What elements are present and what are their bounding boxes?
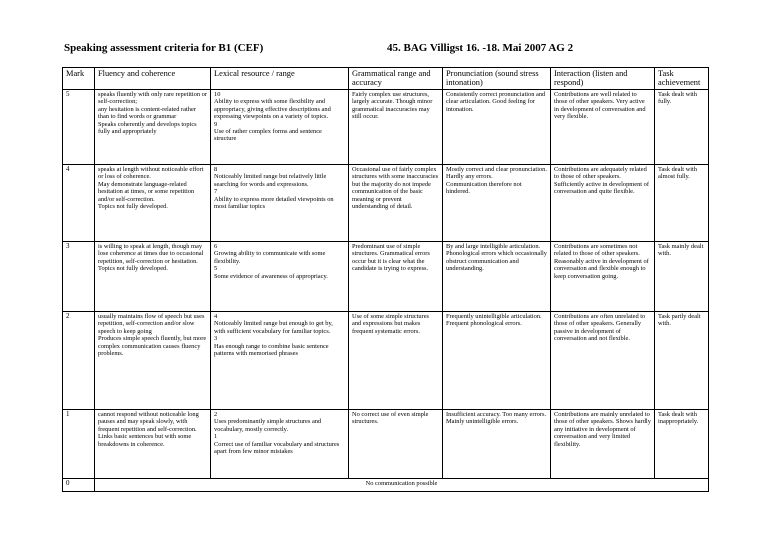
lexical-text: Use of rather complex forms and sentence structure: [214, 128, 322, 143]
grammar-text: Fairly complex use structures, largely accurate. Though minor grammatical inaccuracies may still occur.: [352, 91, 433, 121]
cell-lexical: [211, 410, 349, 479]
criteria-table: [62, 67, 709, 492]
cell-task: [655, 410, 709, 479]
cell-lexical: [211, 165, 349, 242]
grammar-text: Occasional use of fairly complex structures with some inaccuracies but the majority do not impede communication of the basic meaning or prevent understanding of detail.: [352, 166, 439, 211]
cell-fluency: [95, 410, 211, 479]
fluency-text: cannot respond without noticeable long pauses and may speak slowly, with frequent repetition and self-correction.: [98, 411, 199, 433]
cell-interaction: [551, 90, 655, 165]
task-text: Task dealt with inappropriately.: [658, 411, 699, 426]
fluency-text: Speaks coherently and develops topics fully and appropriately: [98, 120, 197, 136]
column-header-lexical: Lexical resource / range: [211, 68, 349, 90]
cell-lexical: [211, 90, 349, 165]
fluency-text: Produces simple speech fluently, but more complex communication causes fluency problems.: [98, 335, 207, 358]
cell-mark: 3: [63, 242, 95, 312]
lexical-text: 1: [214, 433, 218, 441]
fluency-text: May demonstrate language-related hesitation at times, or some repetition and/or self-correction.: [98, 180, 195, 203]
cell-lexical: [211, 312, 349, 410]
lexical-text: 8: [214, 166, 218, 173]
cell-fluency: [95, 165, 211, 242]
table-row: [63, 410, 709, 479]
column-header-fluency: Fluency and coherence: [95, 68, 211, 90]
cell-task: [655, 242, 709, 312]
cell-mark: 4: [63, 165, 95, 242]
cell-pronunciation: [443, 312, 551, 410]
grammar-text: No correct use of even simple structures.: [352, 411, 429, 426]
cell-grammar: [349, 312, 443, 410]
cell-interaction: [551, 312, 655, 410]
lexical-text: Ability to express more detailed viewpoints on most familiar topics: [214, 195, 334, 211]
fluency-text: speaks fluently with only rare repetition or self-correction;: [98, 91, 207, 106]
cell-task: [655, 312, 709, 410]
lexical-text: Uses predominantly simple structures and vocabulary, mostly correctly.: [214, 418, 322, 433]
cell-mark: 2: [63, 312, 95, 410]
lexical-text: 10: [214, 91, 221, 98]
lexical-text: Some evidence of awareness of appropriacy.: [214, 272, 328, 280]
cell-mark: 5: [63, 90, 95, 165]
table-row-no-communication: [63, 479, 709, 492]
cell-fluency: [95, 312, 211, 410]
task-text: Task mainly dealt with.: [658, 243, 704, 258]
interaction-text: Contributions are often unrelated to those of other speakers. Generally passive in development of conversation and not flexible.: [554, 313, 646, 343]
cell-grammar: [349, 90, 443, 165]
cell-no-communication: No communication possible: [95, 479, 709, 492]
cell-interaction: [551, 165, 655, 242]
cell-interaction: [551, 410, 655, 479]
cell-lexical: [211, 242, 349, 312]
interaction-text: Contributions are sometimes not related to those of other speakers. Reasonably active in development of conversation and flexible enough to keep conversation going.: [554, 243, 649, 280]
cell-pronunciation: [443, 410, 551, 479]
pronunciation-text: By and large intelligible articulation. Phonological errors which occasionally obstruct communication and understanding.: [446, 243, 547, 273]
lexical-text: Ability to express with some flexibility and appropriacy, giving effective descriptions and expressing viewpoints on a variety of topics.: [214, 98, 331, 121]
lexical-text: Noticeably limited range but relatively little searching for words and expressions.: [214, 173, 327, 188]
cell-mark: 1: [63, 410, 95, 479]
lexical-text: 3: [214, 335, 218, 343]
column-header-pronunciation: Pronunciation (sound stress intonation): [443, 68, 551, 90]
cell-pronunciation: [443, 242, 551, 312]
lexical-text: 5: [214, 265, 218, 273]
table-row: [63, 165, 709, 242]
fluency-text: Topics not fully developed.: [98, 203, 168, 211]
pronunciation-text: Communication therefore not hindered.: [446, 180, 522, 196]
cell-task: [655, 90, 709, 165]
interaction-text: Contributions are well related to those of other speakers. Very active in development of conversation and very flexible.: [554, 91, 646, 121]
lexical-text: Noticeably limited range but enough to get by, with sufficient vocabulary for familiar topics.: [214, 320, 333, 335]
fluency-text: any hesitation is content-related rather than to find words or grammar: [98, 105, 196, 121]
interaction-text: Contributions are adequately related to those of other speakers. Sufficiently active in development of conversation and quite flexible.: [554, 166, 650, 196]
cell-interaction: [551, 242, 655, 312]
cell-grammar: [349, 410, 443, 479]
grammar-text: Predominant use of simple structures. Grammatical errors occur but it is clear what the candidate is trying to express.: [352, 243, 430, 273]
table-row: [63, 242, 709, 312]
lexical-text: Growing ability to communicate with some flexibility.: [214, 250, 326, 265]
event-info: 45. BAG Villigst 16. -18. Mai 2007 AG 2: [387, 42, 574, 54]
lexical-text: 2: [214, 411, 218, 418]
table-row: [63, 312, 709, 410]
fluency-text: Links basic sentences but with some breakdowns in coherence.: [98, 433, 192, 448]
pronunciation-text: Insufficient accuracy. Too many errors. Mainly unintelligible errors.: [446, 411, 547, 426]
fluency-text: usually maintains flow of speech but uses repetition, self-correction and/or slow speech to keep going: [98, 313, 205, 335]
task-text: Task partly dealt with.: [658, 313, 701, 328]
cell-pronunciation: [443, 165, 551, 242]
interaction-text: Contributions are mainly unrelated to those of other speakers. Shows hardly any initiative in development of conversation and very limited flexibility.: [554, 411, 651, 448]
cell-fluency: [95, 90, 211, 165]
document-title: Speaking assessment criteria for B1 (CEF): [64, 42, 264, 54]
column-header-grammar: Grammatical range and accuracy: [349, 68, 443, 90]
pronunciation-text: Consistently correct pronunciation and clear articulation. Good feeling for intonation.: [446, 91, 546, 113]
cell-task: [655, 165, 709, 242]
task-text: Task dealt with almost fully.: [658, 166, 697, 181]
lexical-text: 6: [214, 243, 218, 250]
column-header-interaction: Interaction (listen and respond): [551, 68, 655, 90]
lexical-text: 9: [214, 120, 218, 128]
lexical-text: Has enough range to combine basic sentence patterns with memorised phrases: [214, 342, 329, 358]
fluency-text: speaks at length without noticeable effort or loss of coherence.: [98, 166, 204, 181]
lexical-text: 7: [214, 188, 218, 196]
cell-fluency: [95, 242, 211, 312]
column-header-mark: Mark: [63, 68, 95, 90]
cell-grammar: [349, 165, 443, 242]
cell-grammar: [349, 242, 443, 312]
pronunciation-text: Mostly correct and clear pronunciation. Hardly any errors.: [446, 166, 547, 181]
lexical-text: 4: [214, 313, 218, 320]
grammar-text: Use of some simple structures and expressions but makes frequent systematic errors.: [352, 313, 430, 335]
fluency-text: is willing to speak at length, though may lose coherence at times due to occasional repetition, self-correction or hesitation. Topics not fully developed.: [98, 243, 204, 273]
lexical-text: Correct use of familiar vocabulary and structures apart from few minor mistakes: [214, 440, 340, 456]
cell-pronunciation: [443, 90, 551, 165]
header-row: [63, 68, 709, 90]
task-text: Task dealt with fully.: [658, 91, 697, 106]
cell-mark: 0: [63, 479, 95, 492]
pronunciation-text: Frequently unintelligible articulation. Frequent phonological errors.: [446, 313, 542, 328]
table-row: [63, 90, 709, 165]
column-header-task: Task achievement: [655, 68, 709, 90]
